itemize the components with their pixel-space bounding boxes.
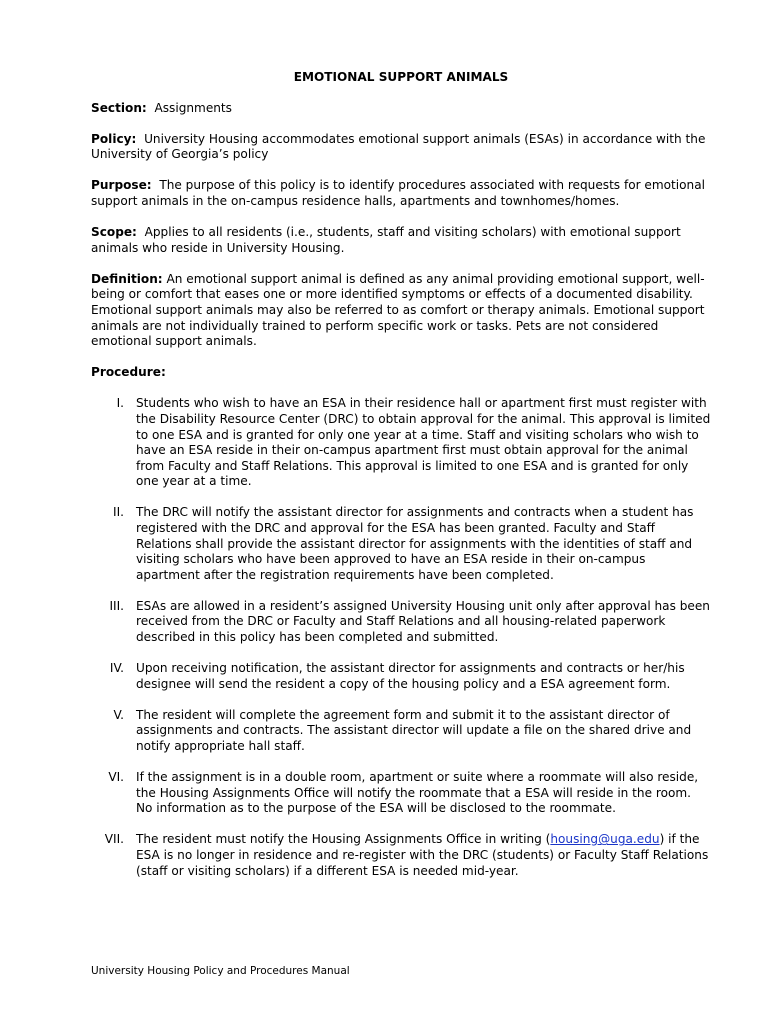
item-number: IV.	[109, 661, 124, 676]
item-number: II.	[113, 505, 124, 520]
definition-paragraph	[91, 272, 711, 350]
page-title: EMOTIONAL SUPPORT ANIMALS	[293, 70, 509, 84]
document-page	[91, 70, 711, 895]
section-text: Assignments	[154, 100, 232, 115]
policy-label: Policy:	[91, 131, 137, 146]
procedure-item	[91, 599, 711, 646]
policy-paragraph	[91, 132, 711, 163]
item-number: VII.	[104, 832, 124, 847]
definition-label: Definition:	[91, 271, 163, 286]
item-text: Students who wish to have an ESA in their residence hall or apartment first must register with the Disability Resource Center (DRC) to obtain approval for the animal. This approval is limited to one ESA and is granted for only one year at a time. Staff and visiting scholars who wish to have an ESA reside in their on-campus apartment first must obtain approval for the animal from Faculty and Staff Relations. This approval is limited to one ESA and is granted for only one year at a time.	[136, 396, 711, 489]
procedure-item	[91, 708, 711, 755]
item-number: III.	[109, 598, 124, 613]
procedure-item	[91, 770, 711, 817]
item-text: Upon receiving notification, the assistant director for assignments and contracts or her/his designee will send the resident a copy of the housing policy and a ESA agreement form.	[136, 661, 685, 691]
procedure-list	[91, 396, 711, 879]
purpose-text: The purpose of this policy is to identify procedures associated with requests for emotional support animals in the on-campus residence halls, apartments and townhomes/homes.	[91, 178, 705, 208]
section-label: Section:	[91, 100, 147, 115]
procedure-item	[91, 396, 711, 490]
item-number: I.	[116, 396, 124, 411]
definition-text: An emotional support animal is defined as any animal providing emotional support, well-being or comfort that eases one or more identified symptoms or effects of a documented disability. Emotional support animals may also be referred to as comfort or therapy animals. Emotional support animals are not individually trained to perform specific work or tasks. Pets are not considered emotional support animals.	[91, 271, 705, 349]
item-text: ESAs are allowed in a resident’s assigned University Housing unit only after approval has been received from the DRC or Faculty and Staff Relations and all housing-related paperwork described in this policy has been completed and submitted.	[136, 598, 710, 645]
procedure-heading: Procedure:	[91, 365, 166, 380]
item-text: The DRC will notify the assistant director for assignments and contracts when a student has registered with the DRC and approval for the ESA has been granted. Faculty and Staff Relations shall provide the assistant director for assignments with the identities of staff and visiting scholars who have been approved to have an ESA reside in their on-campus apartment after the registration requirements have been completed.	[136, 505, 694, 582]
scope-label: Scope:	[91, 225, 137, 240]
scope-paragraph	[91, 225, 711, 256]
purpose-paragraph	[91, 178, 711, 209]
item-text-after: ) if the ESA is no longer in residence and re-register with the DRC (students) or Faculty Staff Relations (staff or visiting scholars) if a different ESA is needed mid-year.	[136, 832, 709, 878]
page-footer: University Housing Policy and Procedures Manual	[91, 965, 350, 977]
item-number: VI.	[108, 770, 124, 785]
section-paragraph	[91, 101, 711, 117]
procedure-item	[91, 661, 711, 692]
purpose-label: Purpose:	[91, 178, 152, 193]
item-number: V.	[113, 707, 124, 722]
policy-text: University Housing accommodates emotional support animals (ESAs) in accordance with the University of Georgia’s policy	[91, 131, 706, 162]
item-text: If the assignment is in a double room, apartment or suite where a roommate will also reside, the Housing Assignments Office will notify the roommate that a ESA will reside in the room. No information as to the purpose of the ESA will be disclosed to the roommate.	[136, 770, 699, 816]
procedure-item	[91, 832, 711, 879]
item-text-before: The resident must notify the Housing Assignments Office in writing (	[136, 832, 551, 847]
procedure-item	[91, 505, 711, 583]
email-link[interactable]: housing@uga.edu	[550, 832, 660, 847]
item-text: The resident will complete the agreement form and submit it to the assistant director of assignments and contracts. The assistant director will update a file on the shared drive and notify appropriate hall staff.	[136, 707, 692, 753]
scope-text: Applies to all residents (i.e., students, staff and visiting scholars) with emotional support animals who reside in University Housing.	[91, 225, 681, 255]
